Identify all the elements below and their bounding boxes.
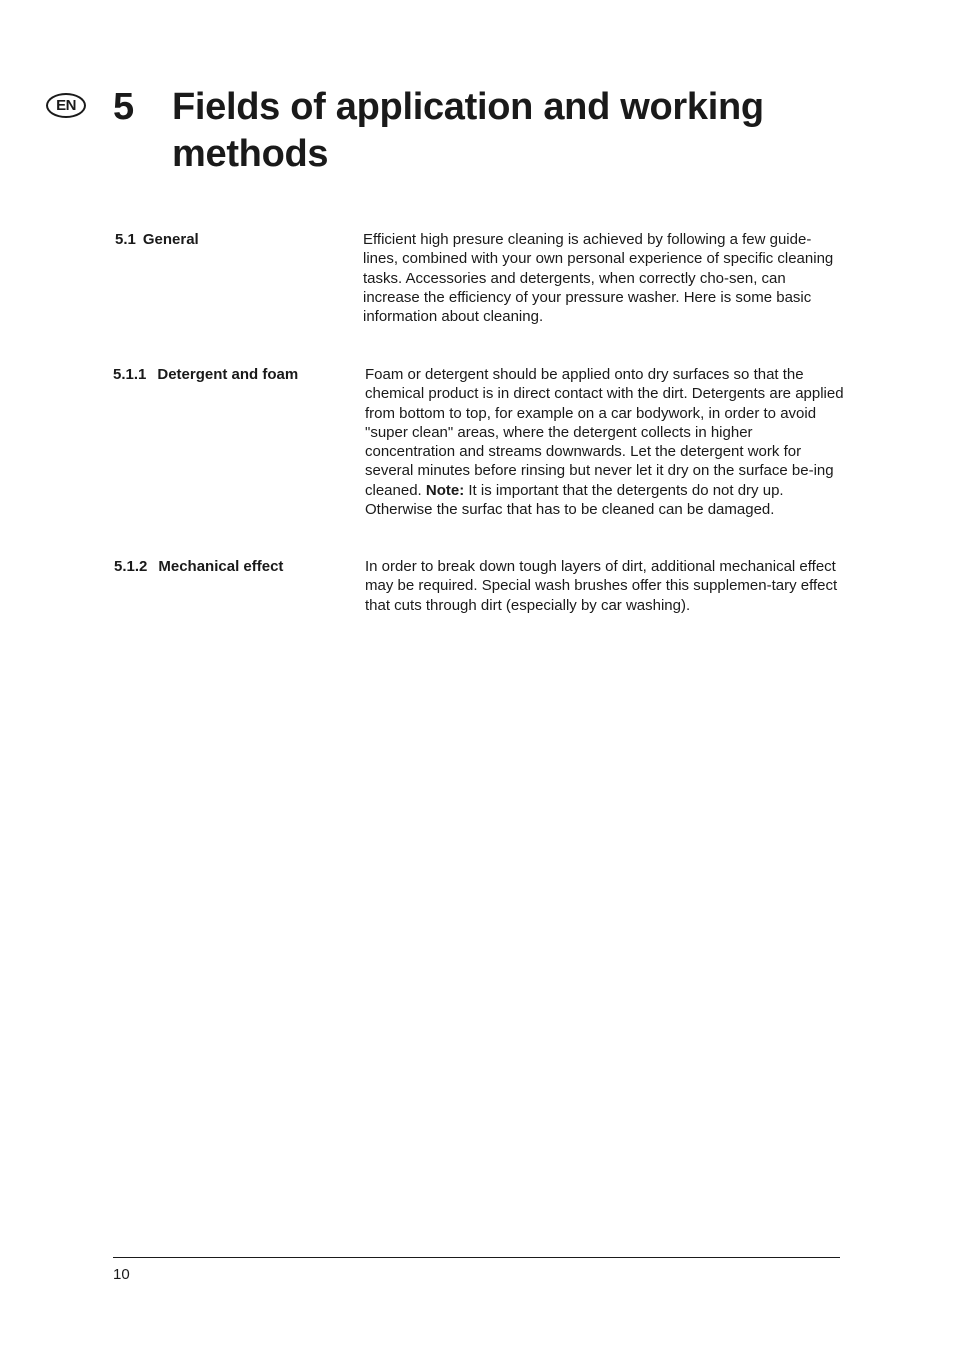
footer-divider <box>113 1257 840 1258</box>
chapter-title: Fields of application and working methods <box>172 86 764 175</box>
section-number: 5.1.2 <box>114 558 148 575</box>
section-title: General <box>142 231 199 248</box>
section-heading-general <box>115 230 199 249</box>
section-heading-mechanical-effect <box>114 557 283 576</box>
chapter-number: 5 <box>113 86 135 128</box>
note-label: Note: <box>425 481 465 499</box>
section-body-mechanical-effect: In order to break down tough layers of dirt, additional mechanical effect may be required. Special wash brushes offer this supplemen-tary effect that cuts through dirt (especially by car washing). <box>365 558 838 614</box>
section-number: 5.1.1 <box>113 366 147 383</box>
note-text: It is important that the detergents do not dry up. Otherwise the surfac that has to be cleaned can be damaged. <box>365 481 784 519</box>
section-title: Mechanical effect <box>158 558 284 575</box>
section-body-detergent-and-foam <box>365 365 845 519</box>
page-number: 10 <box>113 1266 130 1283</box>
section-number: 5.1 <box>115 231 136 248</box>
section-title: Detergent and foam <box>157 366 299 383</box>
body-text: Foam or detergent should be applied onto dry surfaces so that the chemical product is in direct contact with the dirt. Detergents are applied from bottom to top, for example on a car bodywork, in order to avoid "super clean" areas, where the detergent collects in higher concentration and streams downwards. Let the detergent work for several minutes before rinsing but never let it dry on the surface be-ing cleaned. <box>365 366 844 499</box>
section-body-general: Efficient high presure cleaning is achieved by following a few guide-lines, combined with your own personal experience of specific cleaning tasks. Accessories and detergents, when correctly cho-sen, can increase the efficiency of your pressure washer. Here is some basic information about cleaning. <box>363 231 834 326</box>
language-badge-en: EN <box>46 93 86 118</box>
section-heading-detergent-and-foam <box>113 365 298 384</box>
